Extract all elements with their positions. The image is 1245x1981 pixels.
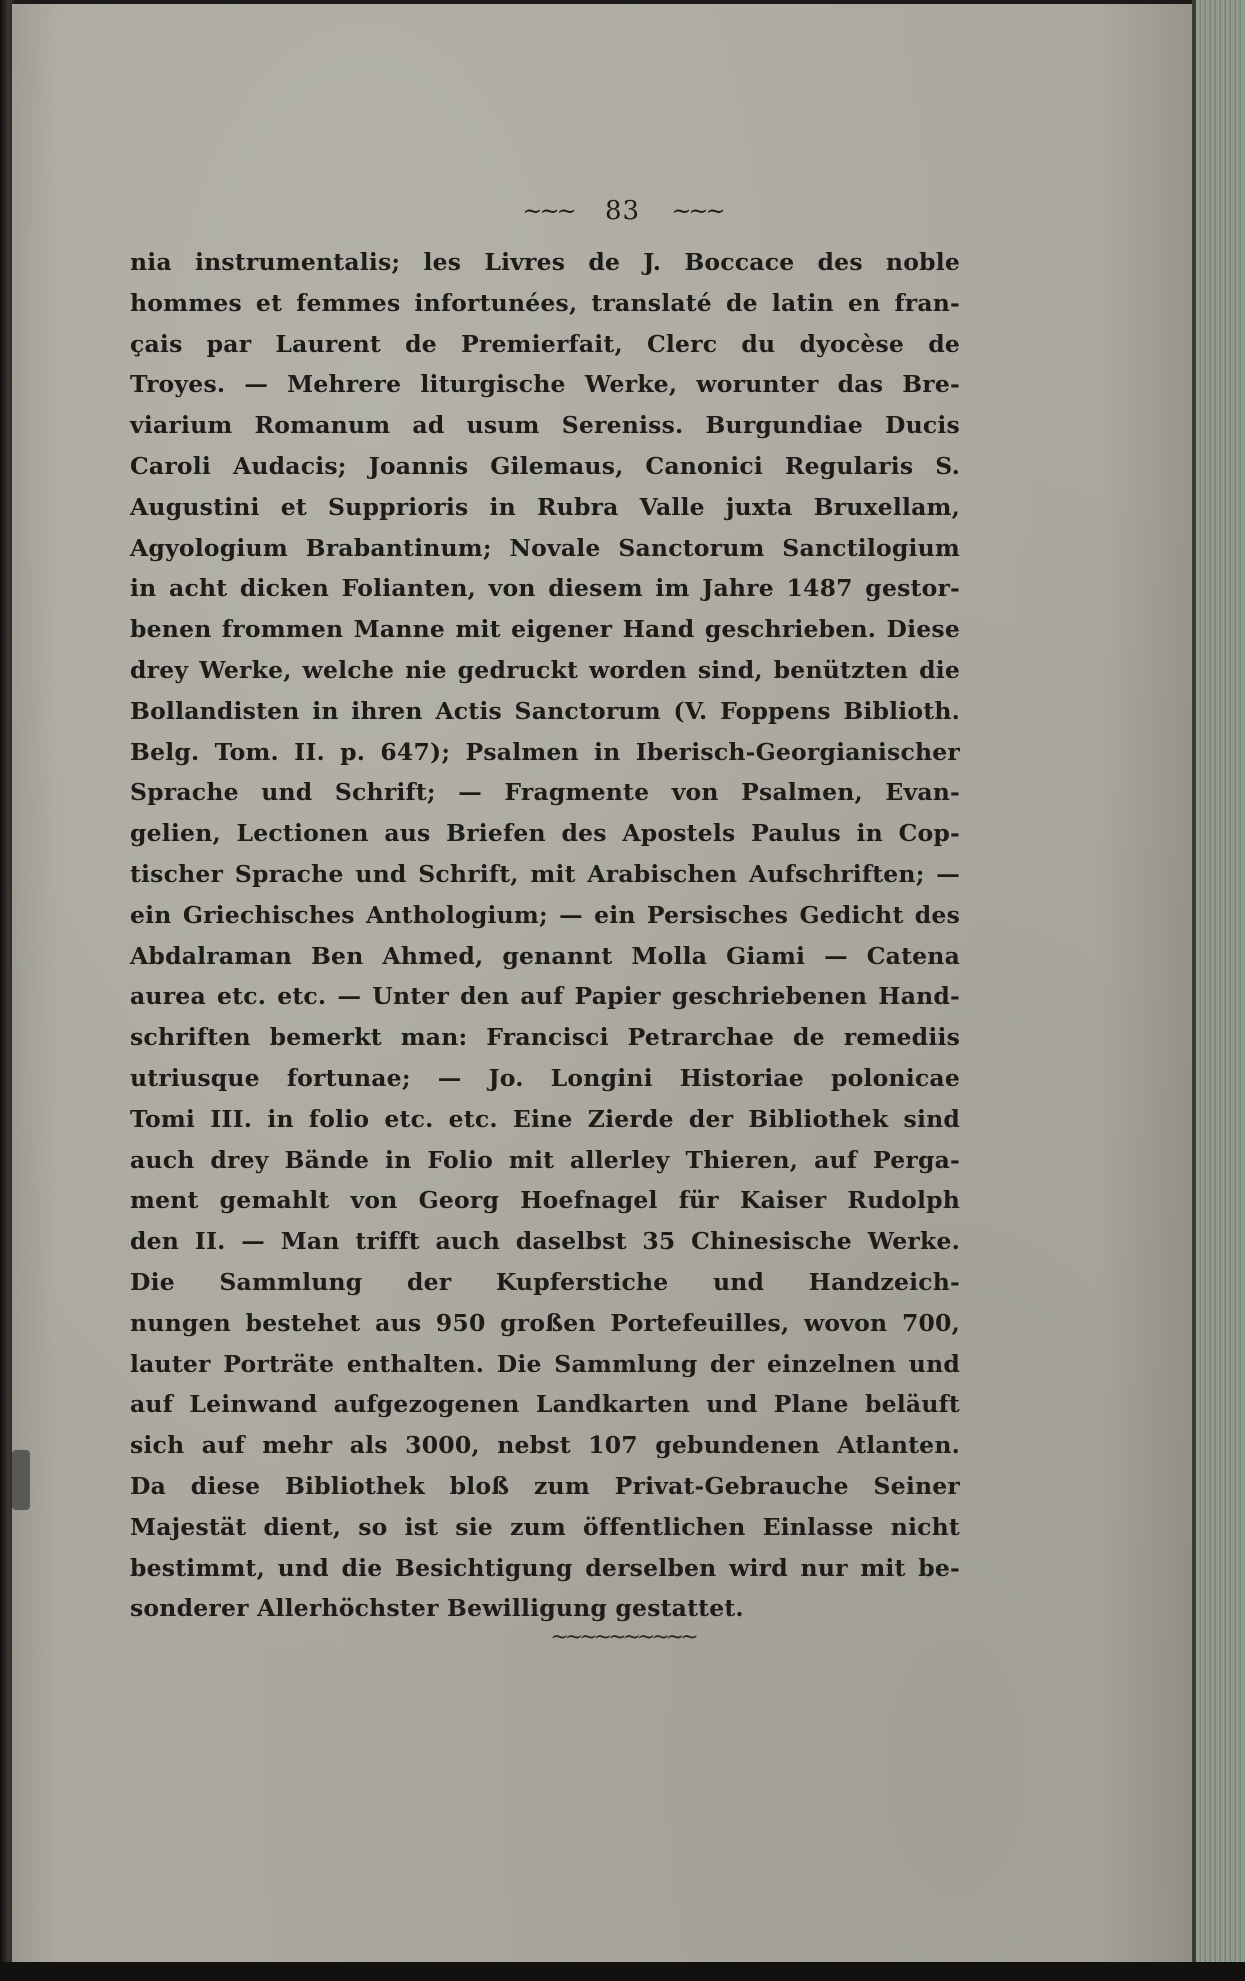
text-line: auf Leinwand aufgezogenen Landkarten und Plane beläuft <box>130 1390 960 1419</box>
text-line: nungen bestehet aus 950 großen Portefeuilles, wovon 700, <box>130 1308 960 1337</box>
text-line: schriften bemerkt man: Francisci Petrarchae de remediis <box>130 1023 960 1052</box>
text-line: ein Griechisches Anthologium; — ein Persisches Gedicht des <box>130 900 960 929</box>
text-line: Da diese Bibliothek bloß zum Privat-Gebrauche Seiner <box>130 1471 960 1500</box>
text-line: viarium Romanum ad usum Sereniss. Burgundiae Ducis <box>130 411 960 440</box>
text-line: sonderer Allerhöchster Bewilligung gestattet. <box>130 1594 744 1623</box>
margin-smudge <box>12 1450 30 1510</box>
text-line: Sprache und Schrift; — Fragmente von Psalmen, Evan- <box>130 778 960 807</box>
text-line: Caroli Audacis; Joannis Gilemaus, Canonici Regularis S. <box>130 451 960 480</box>
text-line: auch drey Bände in Folio mit allerley Thieren, auf Perga- <box>130 1145 960 1174</box>
header-ornament-right: ~~~ <box>671 197 723 225</box>
text-line: hommes et femmes infortunées, translaté de latin en fran- <box>130 288 960 317</box>
text-line: in acht dicken Folianten, von diesem im Jahre 1487 gestor- <box>130 574 960 603</box>
text-line: tischer Sprache und Schrift, mit Arabischen Aufschriften; — <box>130 859 960 888</box>
header-ornament-left: ~~~ <box>522 197 574 225</box>
text-line: Majestät dient, so ist sie zum öffentlichen Einlasse nicht <box>130 1512 960 1541</box>
text-line: Belg. Tom. II. p. 647); Psalmen in Iberisch-Georgianischer <box>130 737 960 766</box>
page-fore-edge <box>1192 0 1245 1981</box>
tail-ornament: ~~~~~~~~~~ <box>550 1625 695 1650</box>
text-line: Bollandisten in ihren Actis Sanctorum (V. Foppens Biblioth. <box>130 696 960 725</box>
text-line: bestimmt, und die Besichtigung derselben wird nur mit be- <box>130 1553 960 1582</box>
text-line: Augustini et Supprioris in Rubra Valle juxta Bruxellam, <box>130 492 960 521</box>
text-line: Agyologium Brabantinum; Novale Sanctorum Sanctilogium <box>130 533 960 562</box>
text-line: drey Werke, welche nie gedruckt worden sind, benützten die <box>130 655 960 684</box>
text-line: utriusque fortunae; — Jo. Longini Historiae polonicae <box>130 1063 960 1092</box>
page-header <box>0 195 1245 226</box>
text-line: Tomi III. in folio etc. etc. Eine Zierde der Bibliothek sind <box>130 1104 960 1133</box>
text-line: gelien, Lectionen aus Briefen des Apostels Paulus in Cop- <box>130 819 960 848</box>
text-line: ment gemahlt von Georg Hoefnagel für Kaiser Rudolph <box>130 1186 960 1215</box>
text-line: nia instrumentalis; les Livres de J. Boccace des noble <box>130 248 960 276</box>
text-line: çais par Laurent de Premierfait, Clerc du dyocèse de <box>130 329 960 358</box>
text-line: Troyes. — Mehrere liturgische Werke, worunter das Bre- <box>130 370 960 399</box>
text-line: Die Sammlung der Kupferstiche und Handzeich- <box>130 1267 960 1296</box>
text-line: benen frommen Manne mit eigener Hand geschrieben. Diese <box>130 615 960 644</box>
text-line: Abdalraman Ben Ahmed, genannt Molla Giami — Catena <box>130 941 960 970</box>
text-line: aurea etc. etc. — Unter den auf Papier geschriebenen Hand- <box>130 982 960 1011</box>
text-line: sich auf mehr als 3000, nebst 107 gebundenen Atlanten. <box>130 1431 960 1460</box>
text-line: lauter Porträte enthalten. Die Sammlung der einzelnen und <box>130 1349 960 1378</box>
body-text <box>130 242 960 1629</box>
text-line: den II. — Man trifft auch daselbst 35 Chinesische Werke. <box>130 1227 960 1256</box>
scan-bottom-edge <box>0 1962 1245 1981</box>
page-number: 83 <box>604 196 641 226</box>
